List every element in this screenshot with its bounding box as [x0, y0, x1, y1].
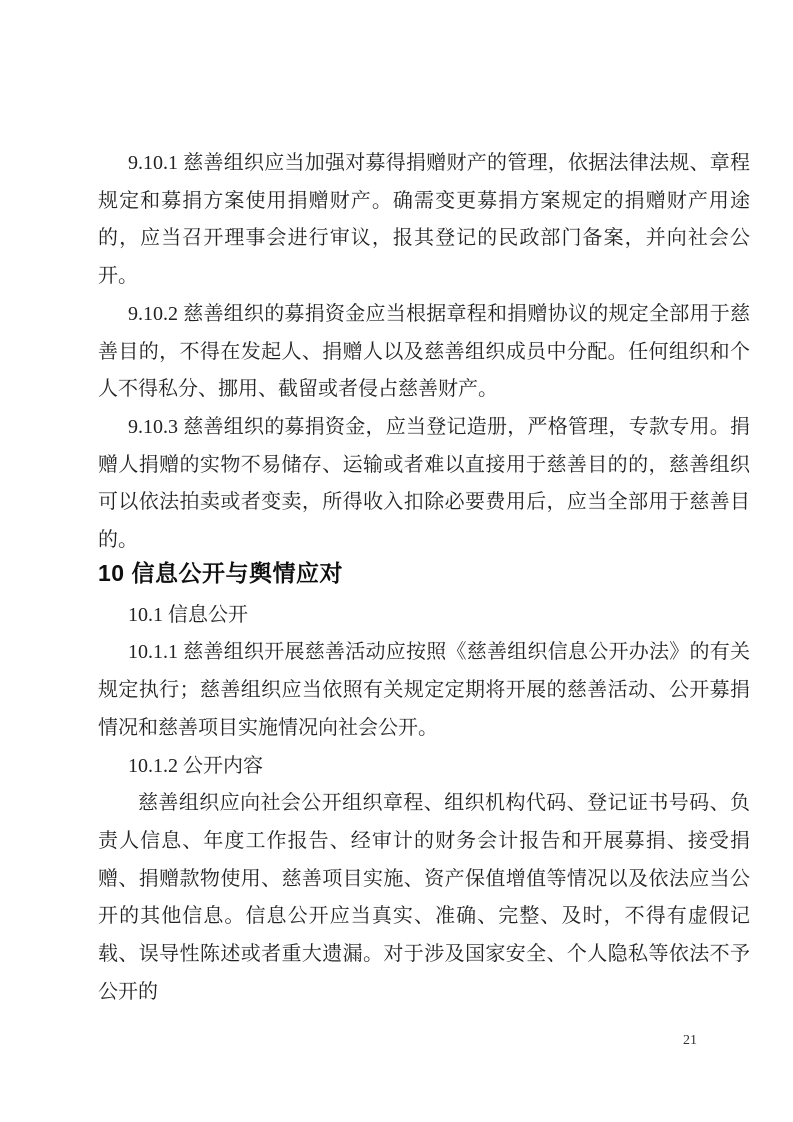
- subsection-heading-10-1: 10.1 信息公开: [128, 603, 248, 626]
- document-content: [98, 145, 750, 1011]
- clause-9-10-2: 9.10.2 慈善组织的募捐资金应当根据章程和捐赠协议的规定全部用于慈善目的，不得在发起人、捐赠人以及慈善组织成员中分配。任何组织和个人不得私分、挪用、截留或者侵占慈善财产。: [98, 302, 750, 401]
- page-number: 21: [683, 1033, 697, 1048]
- section-heading-10: 10 信息公开与舆情应对: [98, 559, 343, 586]
- clause-9-10-1: 9.10.1 慈善组织应当加强对募得捐赠财产的管理，依据法律法规、章程规定和募捐方案使用捐赠财产。确需变更募捐方案规定的捐赠财产用途的，应当召开理事会进行审议，报其登记的民政部门备案，并向社会公开。: [98, 152, 750, 288]
- clause-10-1-1: 10.1.1 慈善组织开展慈善活动应按照《慈善组织信息公开办法》的有关规定执行；慈善组织应当依照有关规定定期将开展的慈善活动、公开募捐情况和慈善项目实施情况向社会公开。: [98, 641, 750, 739]
- clause-10-1-2-content: 慈善组织应向社会公开组织章程、组织机构代码、登记证书号码、负责人信息、年度工作报告、经审计的财务会计报告和开展募捐、接受捐赠、捐赠款物使用、慈善项目实施、资产保值增值等情况以及依法应当公开的其他信息。信息公开应当真实、准确、完整、及时，不得有虚假记载、误导性陈述或者重大遗漏。对于涉及国家安全、个人隐私等依法不予公开的: [98, 792, 750, 1003]
- clause-9-10-3: 9.10.3 慈善组织的募捐资金，应当登记造册，严格管理，专款专用。捐赠人捐赠的实物不易储存、运输或者难以直接用于慈善目的的，慈善组织可以依法拍卖或者变卖，所得收入扣除必要费用后，应当全部用于慈善目的。: [98, 415, 750, 552]
- subsection-heading-10-1-2: 10.1.2 公开内容: [128, 754, 263, 777]
